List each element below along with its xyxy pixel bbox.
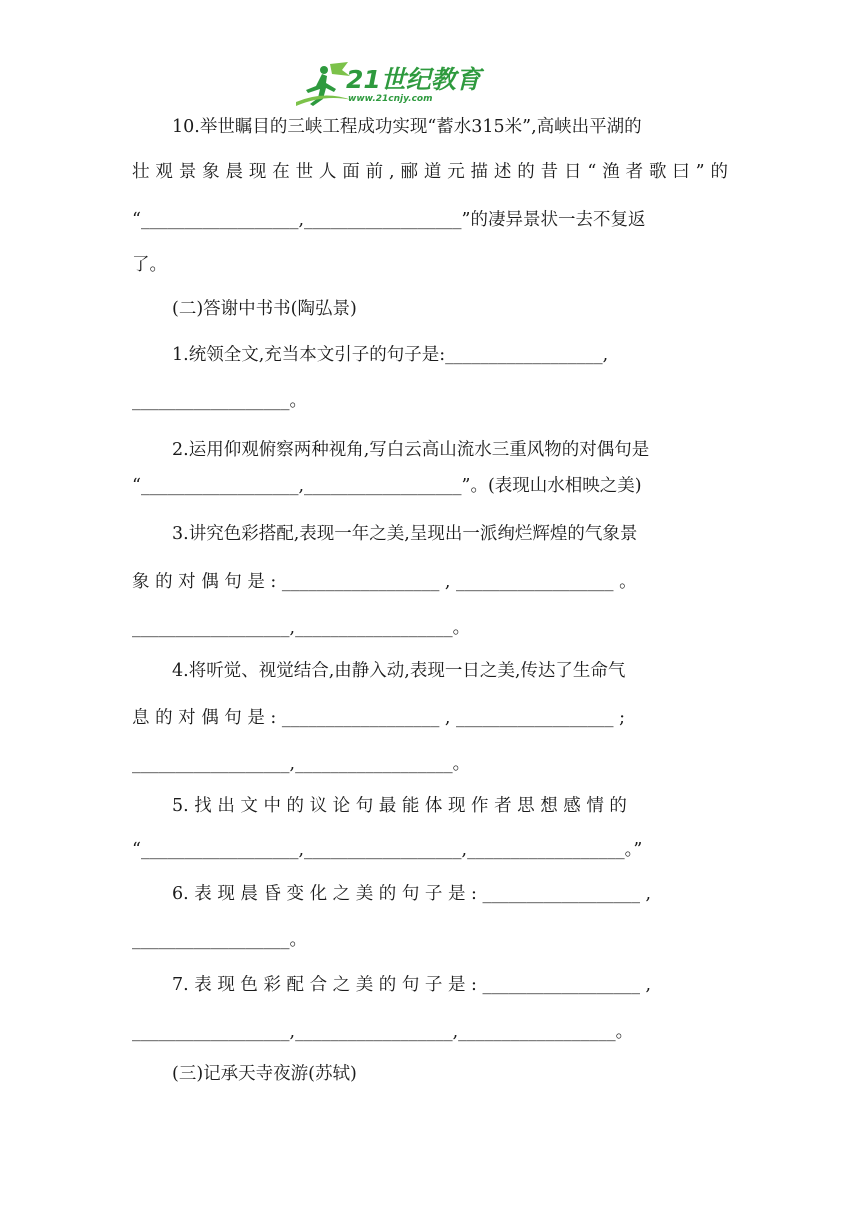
logo-brand-text: 21世纪教育 [346, 65, 481, 94]
question-10-line-2: 壮观景象晨现在世人面前,郦道元描述的昔日“渔者歌曰”的 [132, 162, 728, 182]
q6-line-2: __________________。 [132, 930, 307, 950]
q6-line-1: 6. 表 现 晨 昏 变 化 之 美 的 句 子 是 : __________________ , [172, 884, 652, 904]
site-logo [296, 60, 481, 106]
section-2-heading: (二)答谢中书书(陶弘景) [172, 299, 357, 319]
q4-line-2: 息 的 对 偶 句 是 : __________________ , __________________ ; [132, 708, 625, 728]
q3-line-3: __________________,__________________。 [132, 618, 471, 638]
question-10-line-4: 了。 [132, 255, 167, 275]
q2-line-1: 2.运用仰观俯察两种视角,写白云高山流水三重风物的对偶句是 [172, 440, 650, 460]
question-10-line-1: 10.举世瞩目的三峡工程成功实现“蓄水315米”,高峡出平湖的 [172, 117, 642, 137]
runner-icon [296, 60, 352, 106]
question-10-line-3: “__________________,__________________”的凄异景状一去不复返 [132, 210, 646, 230]
q3-line-1: 3.讲究色彩搭配,表现一年之美,呈现出一派绚烂辉煌的气象景 [172, 524, 638, 544]
q7-line-2: __________________,__________________,__________________。 [132, 1022, 634, 1042]
section-3-heading: (三)记承天寺夜游(苏轼) [172, 1064, 357, 1084]
q1-line-2: __________________。 [132, 391, 307, 411]
q2-line-2: “__________________,__________________”。(表现山水相映之美) [132, 476, 642, 496]
q5-line-2: “__________________,__________________,__________________。” [132, 840, 643, 860]
q5-line-1: 5. 找 出 文 中 的 议 论 句 最 能 体 现 作 者 思 想 感 情 的 [172, 796, 627, 816]
logo-url-text: www.21cnjy.com [348, 94, 433, 104]
q7-line-1: 7. 表 现 色 彩 配 合 之 美 的 句 子 是 : __________________ , [172, 975, 652, 995]
q3-line-2: 象 的 对 偶 句 是 : __________________ , __________________ 。 [132, 572, 637, 592]
q1-line-1: 1.统领全文,充当本文引子的句子是:__________________, [172, 345, 609, 365]
q4-line-1: 4.将听觉、视觉结合,由静入动,表现一日之美,传达了生命气 [172, 661, 626, 681]
q4-line-3: __________________,__________________。 [132, 754, 471, 774]
